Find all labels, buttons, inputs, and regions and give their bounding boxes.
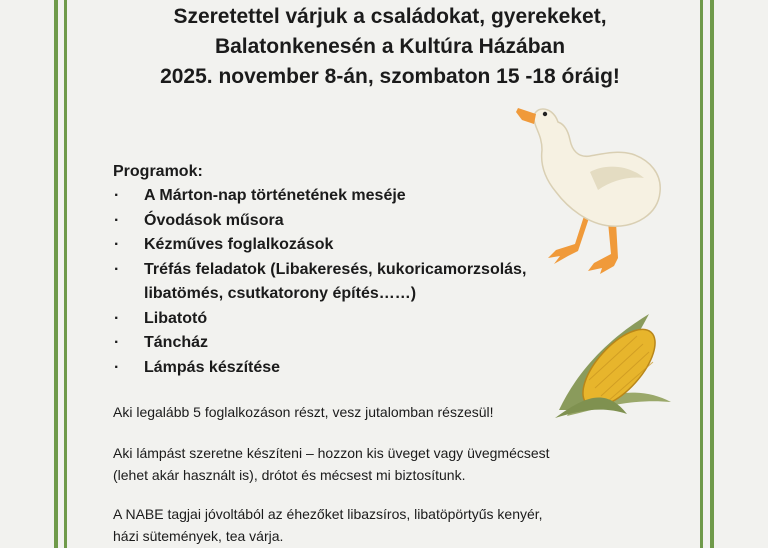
bullet-dot: · xyxy=(114,309,120,327)
program-item xyxy=(113,331,583,356)
headline-line-2: Balatonkenesén a Kultúra Házában xyxy=(214,35,566,58)
reward-paragraph xyxy=(113,401,613,423)
bullet-dot: · xyxy=(114,187,120,204)
headline-line-3: 2025. november 8-án, szombaton 15 -18 óráig! xyxy=(160,65,620,88)
bullet-dot: · xyxy=(114,260,120,278)
program-item-label: Táncház xyxy=(144,334,209,351)
bullet-dot: · xyxy=(114,334,120,351)
program-item-label: Óvodások műsora xyxy=(144,211,284,229)
lantern-text-line-2: (lehet akár használt is), drótot és mécsest mi biztosítunk. xyxy=(113,467,466,483)
reward-text: Aki legalább 5 foglalkozáson részt, vesz jutalomban részesül! xyxy=(113,404,494,420)
program-item-label: Kézműves foglalkozások xyxy=(144,236,334,253)
nabe-paragraph xyxy=(113,503,613,547)
nabe-text-line-1: A NABE tagjai jóvoltából az éhezőket libazsíros, libatöpörtyűs kenyér, xyxy=(113,506,543,522)
program-item-label: Lámpás készítése xyxy=(144,358,281,376)
program-item xyxy=(113,307,583,332)
corn-illustration xyxy=(553,306,679,424)
bullet-dot: · xyxy=(114,211,120,229)
lantern-paragraph xyxy=(113,442,613,486)
frame-line-right-inner xyxy=(700,0,703,548)
bullet-dot: · xyxy=(114,236,120,253)
bullet-dot: · xyxy=(114,358,120,376)
headline-line-1: Szeretettel várjuk a családokat, gyerekeket, xyxy=(173,5,607,28)
program-item-label: A Márton-nap történetének meséje xyxy=(144,187,406,204)
frame-line-left-outer xyxy=(54,0,58,548)
program-item-continuation: libatömés, csutkatorony építés……) xyxy=(144,285,417,302)
lantern-text-line-1: Aki lámpást szeretne készíteni – hozzon kis üveget vagy üvegmécsest xyxy=(113,445,550,461)
invitation-headline xyxy=(80,2,700,92)
program-item-label: Tréfás feladatok (Libakeresés, kukoricamorzsolás, xyxy=(144,260,527,278)
goose-illustration xyxy=(512,98,662,278)
program-item-label: Libatotó xyxy=(144,309,208,327)
program-item xyxy=(113,356,583,381)
nabe-text-line-2: házi sütemények, tea várja. xyxy=(113,528,284,544)
frame-line-right-outer xyxy=(710,0,714,548)
frame-line-left-inner xyxy=(64,0,67,548)
programs-title: Programok: xyxy=(113,163,203,180)
